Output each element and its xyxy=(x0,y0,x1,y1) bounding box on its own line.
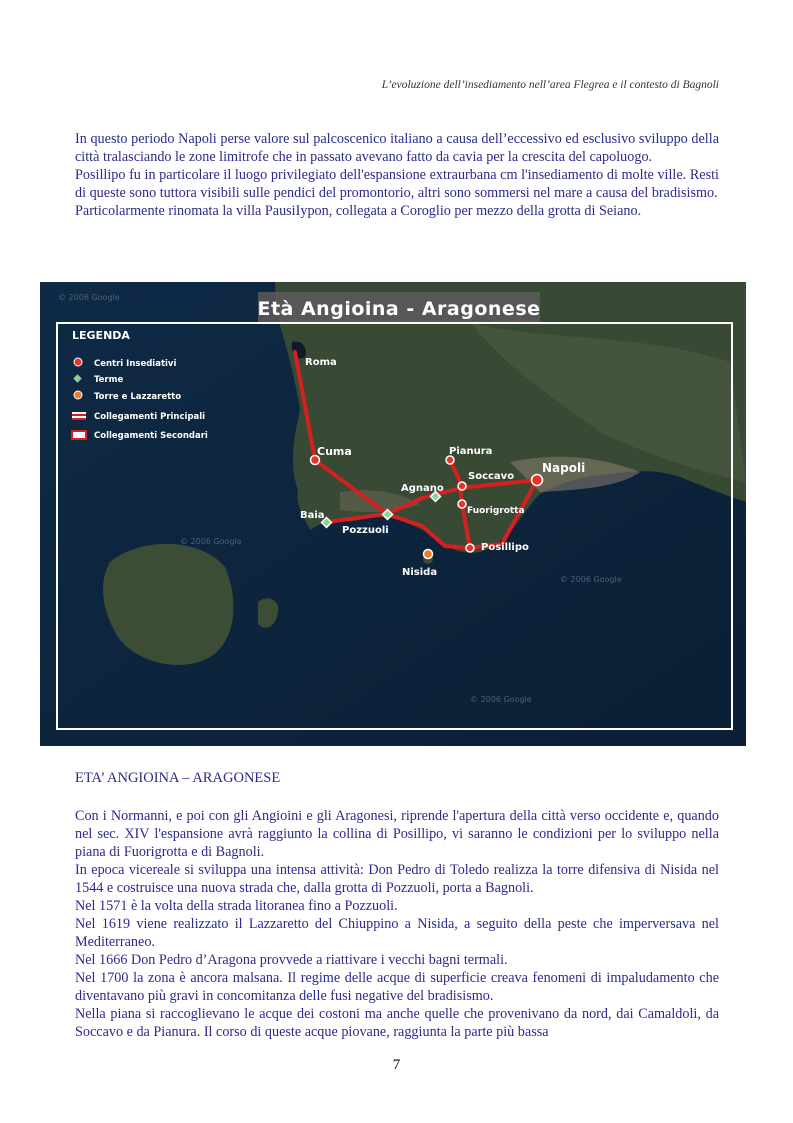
place-label-soccavo: Soccavo xyxy=(468,471,515,482)
tower-marker-nisida xyxy=(424,550,433,559)
place-label-roma: Roma xyxy=(305,357,337,368)
intro-paragraph: Posillipo fu in particolare il luogo privilegiato dell'espansione extraurbana cm l'insediamento di molte ville. Resti di queste sono tuttora visibili sulle pendici del promontorio, altri sono sommersi nel mare a causa del bradisismo. xyxy=(75,167,719,201)
body-paragraph: Nel 1700 la zona è ancora malsana. Il regime delle acque di superficie creava fenomeni di impaludamento che diventavano più gravi in concomitanza delle fusi negative del bradisismo. xyxy=(75,970,719,1004)
legend-item-label: Centri Insediativi xyxy=(94,359,177,369)
intro-paragraph: In questo periodo Napoli perse valore sul palcoscenico italiano a causa dell’eccessivo ed esclusivo sviluppo della città tralasciando le zone limitrofe che in passato avevano fatto da cavia per la crescita del capoluogo. xyxy=(75,131,719,165)
place-label-napoli: Napoli xyxy=(542,461,586,475)
place-label-pozzuoli: Pozzuoli xyxy=(342,525,389,536)
map-watermark: © 2006 Google xyxy=(180,537,242,546)
body-paragraph: Nel 1571 è la volta della strada litoranea fino a Pozzuoli. xyxy=(75,898,398,914)
intro-paragraph: Particolarmente rinomata la villa PausiIypon, collegata a Coroglio per mezzo della grotta di Seiano. xyxy=(75,203,642,219)
body-paragraph: Nel 1619 viene realizzato il Lazzaretto del Chiuppino a Nisida, a seguito della peste che imperversava nel Mediterraneo. xyxy=(75,916,719,950)
place-label-agnano: Agnano xyxy=(401,483,444,494)
body-paragraph: Con i Normanni, e poi con gli Angioini e gli Aragonesi, riprende l'apertura della città verso occidente e, quando nel sec. XIV l'espansione avrà raggiunto la collina di Posillipo, vi saranno le condizioni per lo sviluppo nella piana di Fuorigrotta e di Bagnoli. xyxy=(75,808,719,860)
legend-title: LEGENDA xyxy=(72,329,130,342)
red-circle-icon xyxy=(74,358,82,366)
map-watermark: © 2006 Google xyxy=(560,575,622,584)
place-label-cuma: Cuma xyxy=(317,445,352,458)
body-text xyxy=(75,807,719,1041)
body-paragraph: Nel 1666 Don Pedro d’Aragona provvede a riattivare i vecchi bagni termali. xyxy=(75,952,508,968)
legend-item-label: Collegamenti Principali xyxy=(94,412,206,422)
centre-marker-napoli xyxy=(532,475,543,486)
place-label-pianura: Pianura xyxy=(449,446,493,457)
place-label-fuorigrotta: Fuorigrotta xyxy=(467,506,525,516)
centre-marker-soccavo xyxy=(458,482,466,490)
centre-marker-fuorigrotta xyxy=(458,500,466,508)
map-watermark: © 2006 Google xyxy=(470,695,532,704)
section-heading: ETA’ ANGIOINA – ARAGONESE xyxy=(75,770,281,786)
striped-white-icon xyxy=(72,431,86,439)
legend-item-label: Torre e Lazzaretto xyxy=(94,392,182,402)
legend-item-label: Terme xyxy=(94,375,124,385)
place-label-posillipo: Posillipo xyxy=(481,542,529,553)
map-watermark: © 2006 Google xyxy=(58,293,120,302)
striped-red-icon xyxy=(72,412,86,420)
map-title: Età Angioina - Aragonese xyxy=(257,298,541,320)
centre-marker-posillipo xyxy=(466,544,474,552)
intro-text xyxy=(75,130,719,220)
running-header: L’evoluzione dell’insediamento nell’area Flegrea e il contesto di Bagnoli xyxy=(381,79,719,91)
body-paragraph: Nella piana si raccoglievano le acque dei costoni ma anche quelle che provenivano da nord, dai Camaldoli, da Soccavo e da Pianura. Il corso di queste acque piovane, raggiunta la parte più bassa xyxy=(75,1006,719,1040)
centre-marker-pianura xyxy=(446,456,454,464)
legend-item-label: Collegamenti Secondari xyxy=(94,431,208,441)
satellite-map xyxy=(40,282,746,746)
orange-circle-icon xyxy=(74,391,82,399)
page-number: 7 xyxy=(392,1057,401,1073)
body-paragraph: In epoca vicereale si sviluppa una intensa attività: Don Pedro di Toledo realizza la torre difensiva di Nisida nel 1544 e costruisce una nuova strada che, dalla grotta di Pozzuoli, porta a Bagnoli. xyxy=(75,862,719,896)
place-label-nisida: Nisida xyxy=(402,567,438,578)
place-label-baia: Baia xyxy=(300,510,325,521)
